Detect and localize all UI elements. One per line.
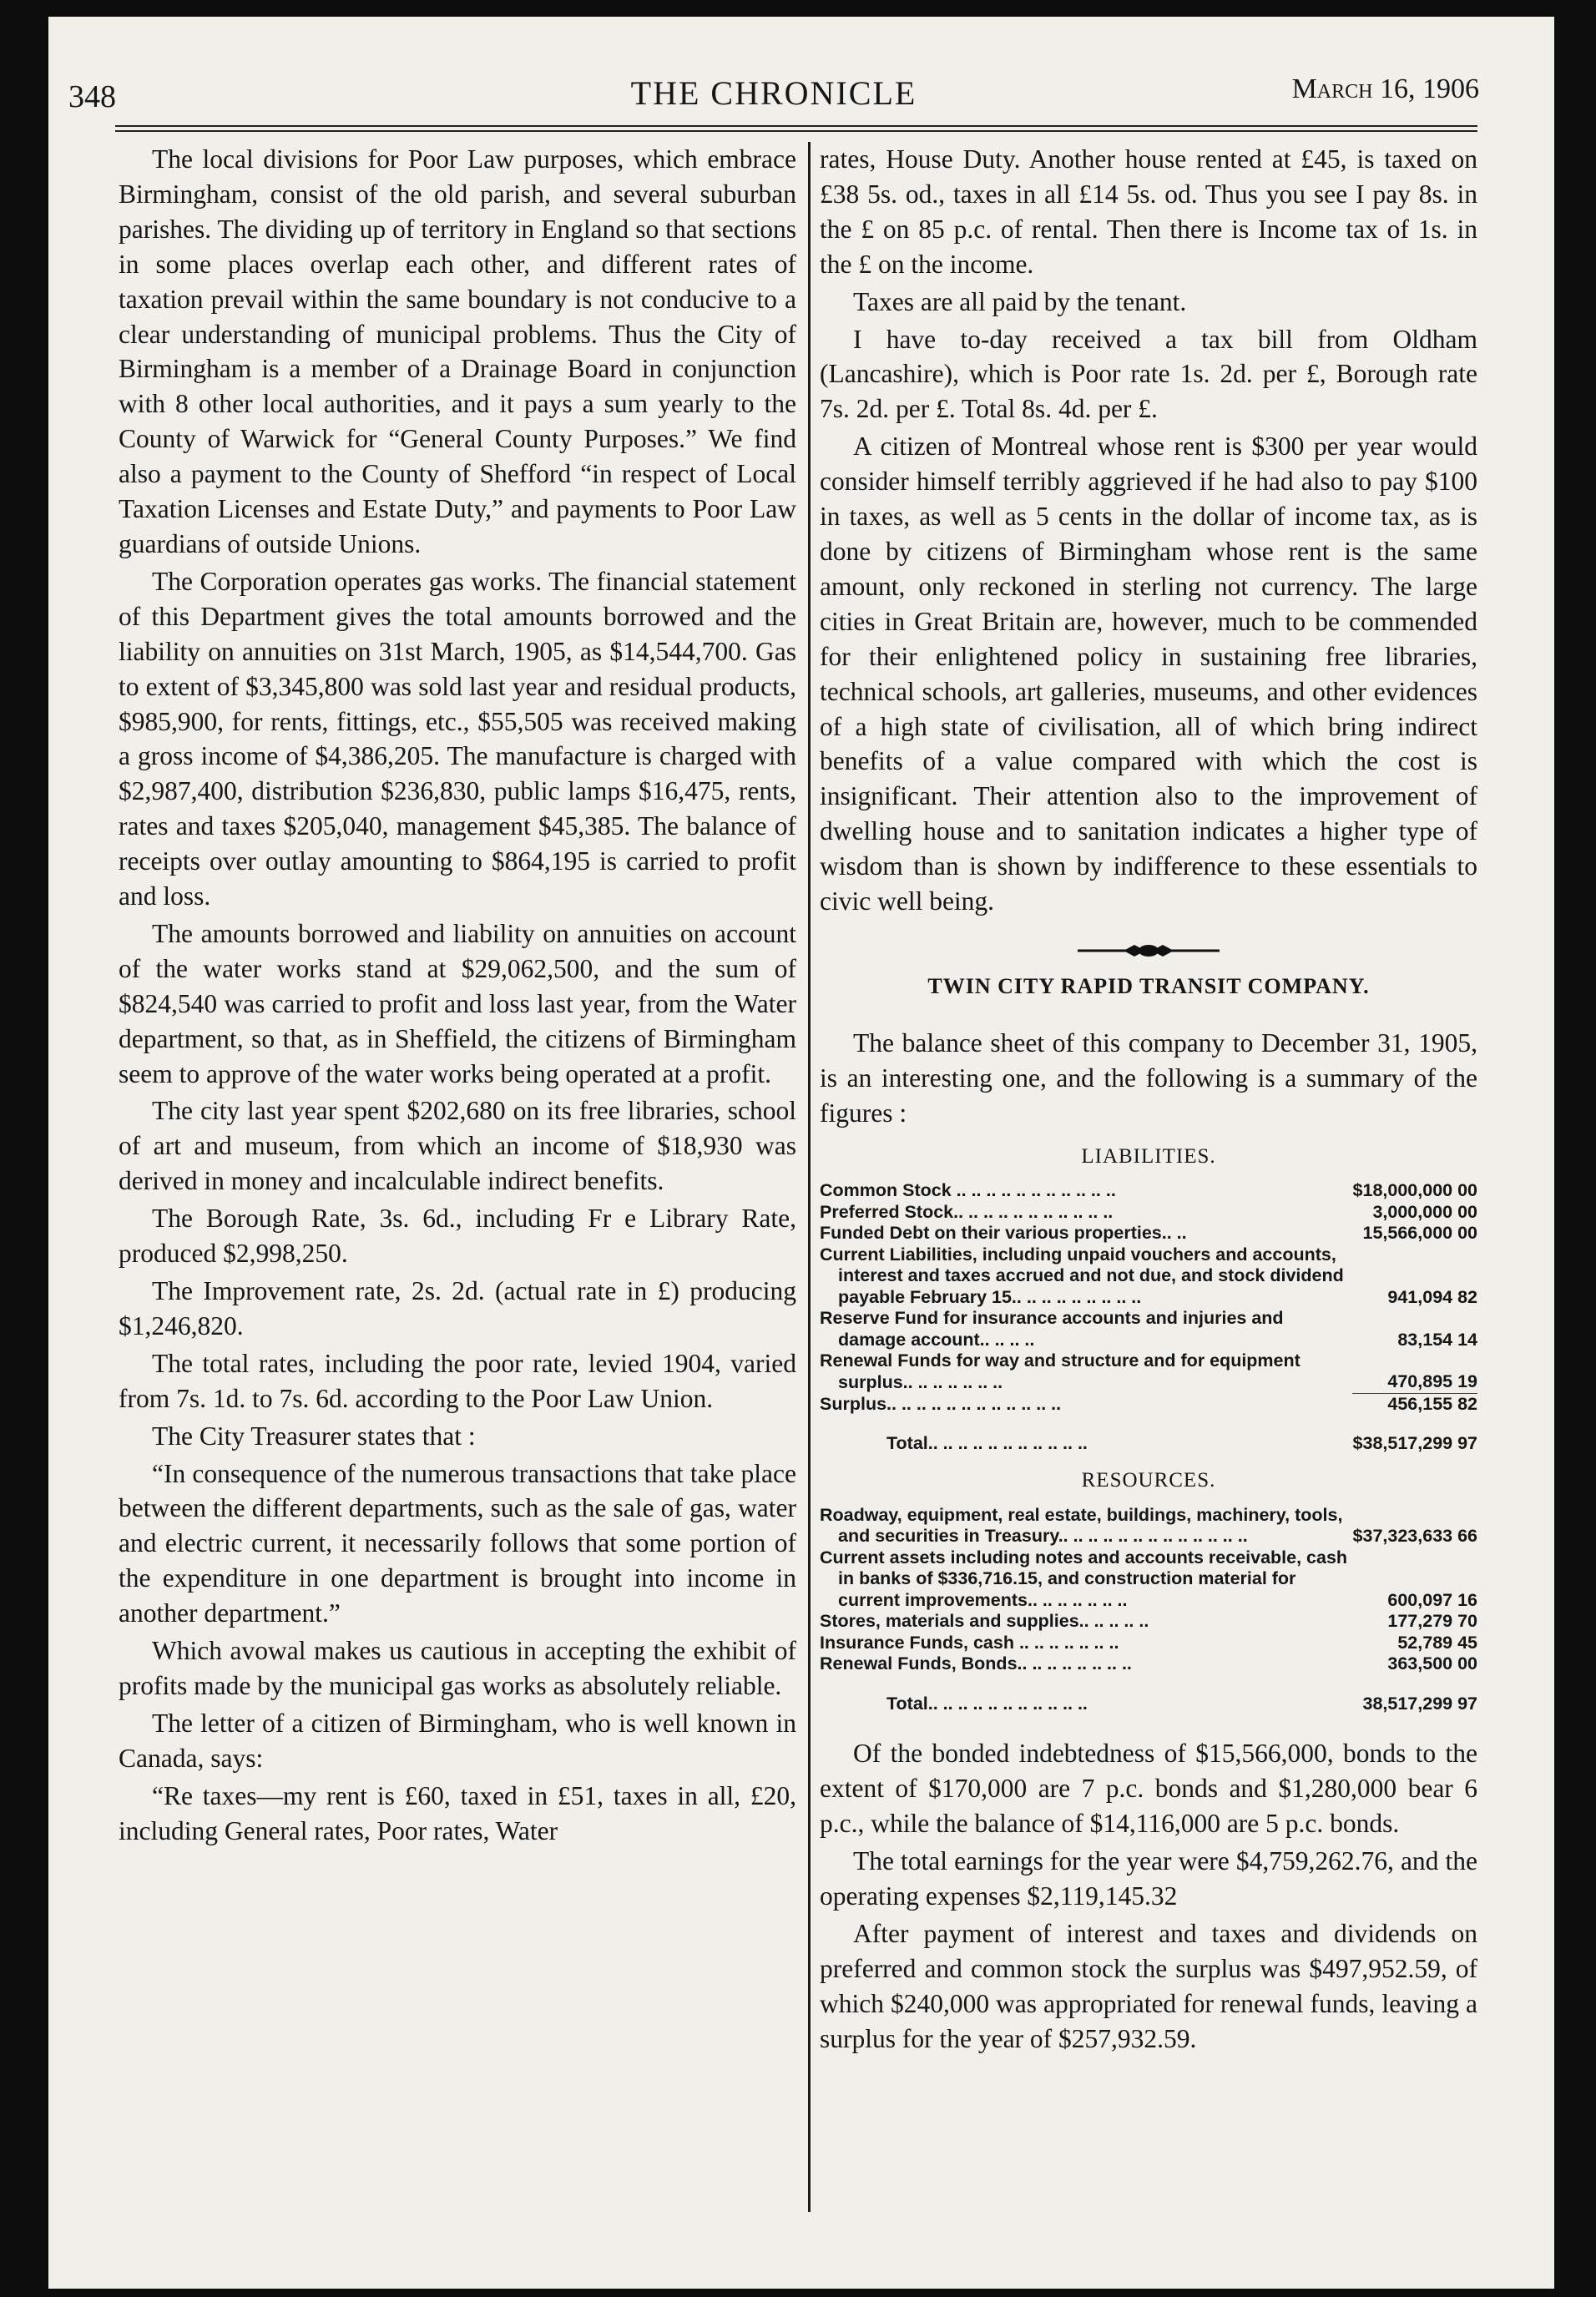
total-label: Total.. .. .. .. .. .. .. .. .. .. .. [886,1433,1088,1454]
resources-table [820,1505,1477,1715]
paragraph: Taxes are all paid by the tenant. [853,286,1187,316]
table-row [820,1202,1477,1224]
paragraph: “In consequence of the numerous transactions that take place between the different departments, such as the sale of gas, water and electric current, it necessarily follows that some portion of the expenditure in one department is brought into income in another department.” [119,1458,796,1628]
total-row [820,1675,1477,1715]
table-row [820,1547,1477,1612]
row-amount: 177,279 70 [1387,1611,1477,1632]
row-label: Preferred Stock.. .. .. .. .. .. .. .. .. .. .. [820,1201,1114,1222]
table-row [820,1633,1477,1654]
total-amount: 38,517,299 97 [1362,1693,1477,1714]
paragraph: Of the bonded indebtedness of $15,566,000, bonds to the extent of $170,000 are 7 p.c. bonds and $1,280,000 bear 6 p.c., while the balance of $14,116,000 are 5 p.c. bonds. [820,1739,1477,1839]
liabilities-heading: LIABILITIES. [1081,1144,1216,1168]
row-label: Insurance Funds, cash .. .. .. .. .. .. .. [820,1632,1119,1653]
row-amount: 600,097 16 [1387,1589,1477,1610]
row-amount: 363,500 00 [1387,1653,1477,1674]
continued-paragraph: rates, House Duty. Another house rented at £45, is taxed on £38 5s. od., taxes in all £14 5s. od. Thus you see I pay 8s. in the £ on 85 p.c. of rental. Then there is Income tax of 1s. in the £ on the income. [820,144,1477,279]
table-row [820,1308,1477,1350]
journal-title: THE CHRONICLE [630,74,917,112]
total-amount: $38,517,299 97 [1352,1433,1477,1454]
row-amount: 456,155 82 [1352,1393,1477,1415]
right-column [820,142,1477,2057]
table-row [820,1653,1477,1675]
row-amount: $37,323,633 66 [1352,1526,1477,1547]
row-amount: 3,000,000 00 [1372,1201,1477,1222]
paragraph: A citizen of Montreal whose rent is $300 per year would consider himself terribly aggrieved if he had also to pay $100 in taxes, as well as 5 cents in the dollar of income tax, as is done by citizens of Birmingham whose rent is the same amount, only reckoned in sterling not currency. The large cities in Great Britain are, however, much to be commended for their enlightened policy in sustaining free libraries, technical schools, art galleries, museums, and other evidences of a high state of civilisation, all of which bring indirect benefits of a value compared with which the cost is insignificant. Their attention also to the improvement of dwelling house and to sanitation indicates a higher type of wisdom than is shown by indifference to these essentials to civic well being. [820,432,1477,916]
paragraph: The Borough Rate, 3s. 6d., including Fr e Library Rate, produced $2,998,250. [119,1204,796,1269]
resources-heading: RESOURCES. [1081,1468,1216,1492]
header-rule [115,125,1477,132]
total-label: Total.. .. .. .. .. .. .. .. .. .. .. [886,1693,1088,1714]
paragraph: I have to-day received a tax bill from Oldham (Lancashire), which is Poor rate 1s. 2d. per £, Borough rate 7s. 2d. per £. Total 8s. 4d. per £. [820,324,1477,424]
paragraph: The total rates, including the poor rate, levied 1904, varied from 7s. 1d. to 7s. 6d. according to the Poor Law Union. [119,1348,796,1413]
left-column [119,142,796,1849]
row-label: Common Stock .. .. .. .. .. .. .. .. .. .. .. [820,1180,1116,1201]
issue-date: March 16, 1906 [1291,73,1479,104]
page-number: 348 [68,79,116,114]
paragraph: The amounts borrowed and liability on annuities on account of the water works stand at $29,062,500, and the sum of $824,540 was carried to profit and loss last year, from the Water department, so that, as in Sheffield, the citizens of Birmingham seem to approve of the water works being operated at a profit. [119,918,796,1088]
row-label: Renewal Funds for way and structure and for equipment surplus.. .. .. .. .. .. .. [820,1350,1301,1392]
paragraph: The City Treasurer states that : [152,1421,476,1451]
row-label: Surplus.. .. .. .. .. .. .. .. .. .. .. .. [820,1393,1062,1414]
section-heading: TWIN CITY RAPID TRANSIT COMPANY. [927,973,1370,998]
row-label: Stores, materials and supplies.. .. .. .. .. [820,1611,1149,1632]
row-label: Funded Debt on their various properties.. .. [820,1223,1187,1244]
row-amount: 470,895 19 [1387,1371,1477,1392]
row-label: Renewal Funds, Bonds.. .. .. .. .. .. .. .. [820,1653,1132,1674]
row-label: Reserve Fund for insurance accounts and injuries and damage account.. .. .. .. [820,1308,1284,1350]
row-amount: 15,566,000 00 [1362,1223,1477,1244]
paragraph: The letter of a citizen of Birmingham, who is well known in Canada, says: [119,1708,796,1773]
table-row [820,1505,1477,1547]
page-header [68,58,1479,117]
liabilities-table [820,1180,1477,1455]
table-row [820,1180,1477,1202]
row-label: Roadway, equipment, real estate, buildings, machinery, tools, and securities in Treasury.. .. .. .. .. .. .. .. .. .. .. .. .. [820,1504,1343,1547]
row-amount: 83,154 14 [1397,1329,1477,1350]
balance-intro: The balance sheet of this company to December 31, 1905, is an interesting one, and the following is a summary of the figures : [820,1027,1477,1128]
paragraph: “Re taxes—my rent is £60, taxed in £51, taxes in all, £20, including General rates, Poor rates, Water [119,1780,796,1845]
row-label: Current Liabilities, including unpaid vouchers and accounts, interest and taxes accrued and not due, and stock dividend payable February 15.. .. .. .. .. .. .. .. .. [820,1244,1344,1307]
paragraph: The total earnings for the year were $4,759,262.76, and the operating expenses $2,119,145.32 [820,1846,1477,1911]
row-amount: 52,789 45 [1397,1632,1477,1653]
table-row [820,1244,1477,1309]
row-amount: 941,094 82 [1387,1286,1477,1307]
section-ornament [1078,942,1220,959]
paragraph: The city last year spent $202,680 on its free libraries, school of art and museum, from which an income of $18,930 was derived in money and incalculable indirect benefits. [119,1096,796,1196]
table-row [820,1223,1477,1244]
table-row [820,1350,1477,1393]
total-row [820,1415,1477,1455]
column-divider [808,142,811,2212]
paragraph: Which avowal makes us cautious in accepting the exhibit of profits made by the municipal gas works as absolutely reliable. [119,1636,796,1700]
row-amount: $18,000,000 00 [1352,1180,1477,1201]
row-label: Current assets including notes and accounts receivable, cash in banks of $336,716.15, and construction material for current improvements.. .. .. .. .. .. .. [820,1547,1348,1610]
paragraph: After payment of interest and taxes and dividends on preferred and common stock the surplus was $497,952.59, of which $240,000 was appropriated for renewal funds, leaving a surplus for the year of $257,932.59. [820,1918,1477,2053]
table-row [820,1393,1477,1415]
table-row [820,1611,1477,1633]
paragraph: The Improvement rate, 2s. 2d. (actual rate in £) producing $1,246,820. [119,1276,796,1340]
paragraph: The local divisions for Poor Law purposes, which embrace Birmingham, consist of the old parish, and several suburban parishes. The dividing up of territory in England so that sections in some places overlap each other, and different rates of taxation prevail within the same boundary is not conducive to a clear understanding of municipal problems. Thus the City of Birmingham is a member of a Drainage Board in conjunction with 8 other local authorities, and it pays a sum yearly to the County of Warwick for “General County Purposes.” We find also a payment to the County of Shefford “in respect of Local Taxation Licenses and Estate Duty,” and payments to Poor Law guardians of outside Unions. [119,144,796,558]
paragraph: The Corporation operates gas works. The financial statement of this Department gives the total amounts borrowed and the liability on annuities on 31st March, 1905, as $14,544,700. Gas to extent of $3,345,800 was sold last year and residual products, $985,900, for rents, fittings, etc., $55,505 was received making a gross income of $4,386,205. The manufacture is charged with $2,987,400, distribution $236,830, public lamps $16,475, rents, rates and taxes $205,040, management $45,385. The balance of receipts over outlay amounting to $864,195 is carried to profit and loss. [119,566,796,911]
